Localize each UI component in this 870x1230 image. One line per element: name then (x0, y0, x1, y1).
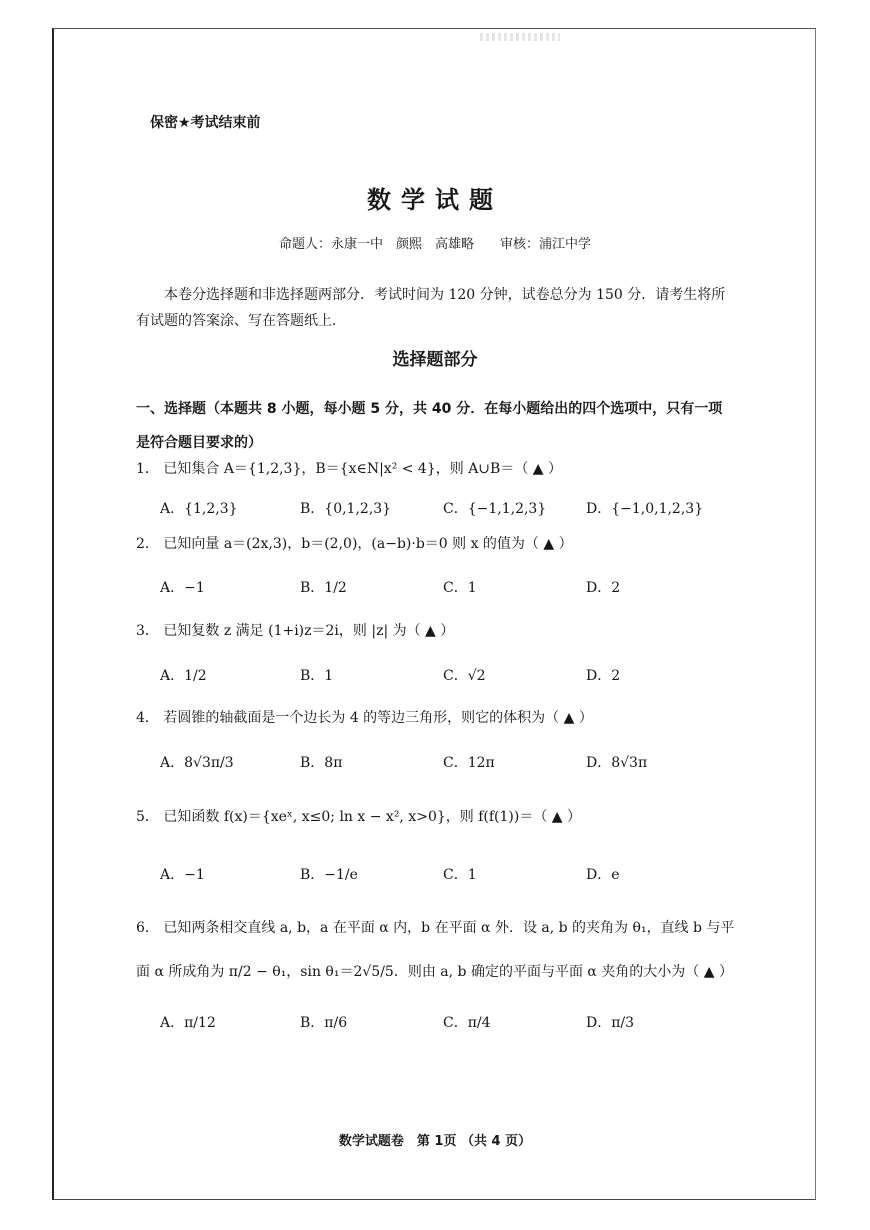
option-a: A．−1 (160, 867, 205, 883)
option-d: D．2 (586, 668, 621, 684)
question-2 (136, 533, 573, 553)
section-heading: 一、选择题（本题共 8 小题，每小题 5 分，共 40 分．在每小题给出的四个选项中，只有一项是符合题目要求的） (136, 401, 723, 451)
scan-artifact (480, 33, 560, 41)
question-stem: 若圆锥的轴截面是一个边长为 4 的等边三角形，则它的体积为（ ▲ ） (163, 710, 593, 726)
option-c: C．1 (443, 580, 477, 596)
question-1 (136, 458, 562, 478)
option-a: A．1/2 (160, 668, 207, 684)
question-6 (136, 906, 736, 994)
option-d: D．e (586, 867, 620, 883)
question-number: 2． (136, 536, 159, 552)
question-stem: 已知两条相交直线 a, b，a 在平面 α 内，b 在平面 α 外．设 a, b 的夹角为 θ₁，直线 b 与平面 α 所成角为 π/2 − θ₁，sin θ₁＝2√5/5．则由 a, b 确定的平面与平面 α 夹角的大小为（ ▲ ） (136, 920, 735, 980)
question-4 (136, 707, 593, 727)
option-a: A．−1 (160, 580, 205, 596)
option-b: B．{0,1,2,3} (300, 501, 392, 517)
option-d: D．π/3 (586, 1015, 635, 1031)
option-c: C．π/4 (443, 1015, 491, 1031)
option-d: D．{−1,0,1,2,3} (586, 501, 704, 517)
option-a: A．8√3π/3 (160, 755, 234, 771)
option-b: B．π/6 (300, 1015, 348, 1031)
option-d: D．2 (586, 580, 621, 596)
option-b: B．−1/e (300, 867, 358, 883)
question-number: 1． (136, 461, 159, 477)
question-number: 5． (136, 809, 159, 825)
option-d: D．8√3π (586, 755, 648, 771)
authors-line: 命题人：永康一中 颜熙 高雄略 审核：浦江中学 (278, 237, 591, 252)
question-number: 3． (136, 623, 159, 639)
page-footer: 数学试题卷 第 1页 （共 4 页） (338, 1134, 532, 1149)
section-title: 选择题部分 (392, 350, 478, 370)
option-c: C．{−1,1,2,3} (443, 501, 547, 517)
option-a: A．{1,2,3} (160, 501, 238, 517)
question-stem: 已知复数 z 满足 (1+i)z＝2i，则 |z| 为（ ▲ ） (163, 623, 455, 639)
confidential-label: 保密★考试结束前 (150, 115, 261, 131)
question-stem: 已知向量 a＝(2x,3)，b＝(2,0)，(a−b)·b＝0 则 x 的值为（ ▲ ） (163, 536, 573, 552)
question-stem: 已知集合 A＝{1,2,3}，B＝{x∈N|x² < 4}，则 A∪B＝（ ▲ ） (163, 461, 562, 477)
option-c: C．12π (443, 755, 495, 771)
question-stem: 已知函数 f(x)＝{xeˣ, x≤0; ln x − x², x>0}，则 f(f(1))＝（ ▲ ） (163, 809, 582, 825)
option-b: B．1/2 (300, 580, 347, 596)
question-5 (136, 806, 581, 826)
option-b: B．1 (300, 668, 334, 684)
option-b: B．8π (300, 755, 343, 771)
page-title: 数学试题 (367, 186, 503, 214)
question-number: 4． (136, 710, 159, 726)
option-c: C．√2 (443, 668, 486, 684)
question-3 (136, 620, 454, 640)
exam-instructions: 本卷分选择题和非选择题两部分．考试时间为 120 分钟，试卷总分为 150 分．请考生将所有试题的答案涂、写在答题纸上． (136, 287, 726, 329)
option-a: A．π/12 (160, 1015, 216, 1031)
option-c: C．1 (443, 867, 477, 883)
question-number: 6． (136, 920, 159, 936)
